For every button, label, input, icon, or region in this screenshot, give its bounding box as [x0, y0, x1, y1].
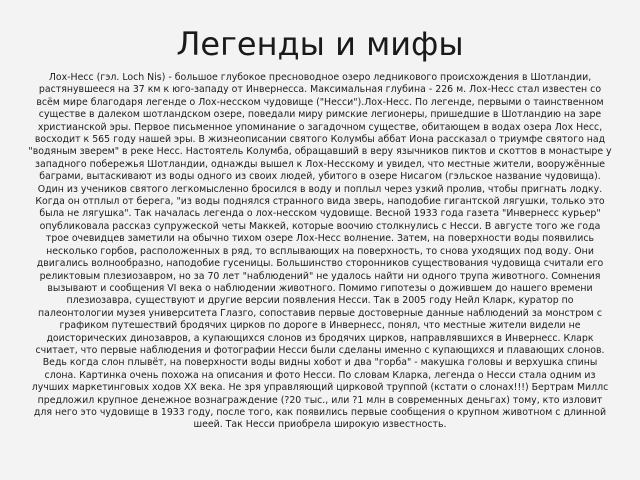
slide-title: Легенды и мифы [176, 25, 464, 63]
slide-body-text: Лох-Несс (гэл. Loch Nis) - большое глубокое пресноводное озеро ледникового происхождения в Шотландии, растянувшееся на 37 км к юго-западу от Инвернесса. Максимальная глубина - 226 м. Лох-Несс стал известен со всём мире благодаря легенде о Лох-несском чудовище ("Несси").Лох-Несс. По легенде, первыми о таинственном существе в далеком шотландском озере, поведали миру римские легионеры, пришедшие в Шотландию на заре христианской эры. Первое письменное упоминание о загадочном существе, обитающем в водах озера Лох Несс, восходит к 565 году нашей эры. В жизнеописании святого Колумбы аббат Иона рассказал о триумфе святого над "водяным зверем" в реке Несс. Настоятель Колумба, обращавший в веру язычников пиктов и скоттов в монастыре у западного побережья Шотландии, однажды вышел к Лох-Несскому и увидел, что местные жители, вооружённые баграми, вытаскивают из воды одного из своих людей, убитого в озере Нисагом (гэльское название чудовища). Один из учеников святого легкомысленно бросился в воду и поплыл через узкий пролив, чтобы пригнать лодку. Когда он отплыл от берега, "из воды поднялся странного вида зверь, наподобие гигантской лягушки, только это была не лягушка". Так началась легенда о лох-несском чудовище. Весной 1933 года газета "Инвернесс курьер" опубликовала рассказ супружеской четы Маккей, которые воочию столкнулись с Несси. В августе того же года трое очевидцев заметили на обычно тихом озере Лох-Несс волнение. Затем, на поверхности воды появились несколько горбов, расположенных в ряд, то всплывающих на поверхность, то снова уходящих под воду. Они двигались волнообразно, наподобие гусеницы. Большинство сторонников существования чудовища считали его реликтовым плезиозавром, но за 70 лет "наблюдений" не удалось найти ни одного трупа животного. Сомнения вызывают и сообщения VI века о наблюдении животного. Помимо гипотезы о дожившем до нашего времени плезиозавра, существуют и другие версии появления Несси. Так в 2005 году Нейл Кларк, куратор по палеонтологии музея университета Глазго, сопоставив первые достоверные данные наблюдений за монстром с графиком путешествий бродячих цирков по дороге в Инвернесс, понял, что местные жители видели не доисторических динозавров, а купающихся слонов из бродячих цирков, направлявшихся в Инвернесс. Кларк считает, что первые наблюдения и фотографии Несси были сделаны именно с купающихся и плавающих слонов. Ведь когда слон плывёт, на поверхности воды видны хобот и два "горба" - макушка головы и верхушка спины слона. Картинка очень похожа на описания и фото Несси. По словам Кларка, легенда о Несси стала одним из лучших маркетинговых ходов XX века. Не зря управляющий цирковой труппой (кстати о слонах!!!) Бертрам Миллс предложил крупное денежное вознаграждение (?20 тыс., или ?1 млн в современных деньгах) тому, кто изловит для него это чудовище в 1933 году, после того, как появились первые сообщения о крупном животном с длинной шеей. Так Несси приобрела широкую известность. [28, 72, 612, 431]
